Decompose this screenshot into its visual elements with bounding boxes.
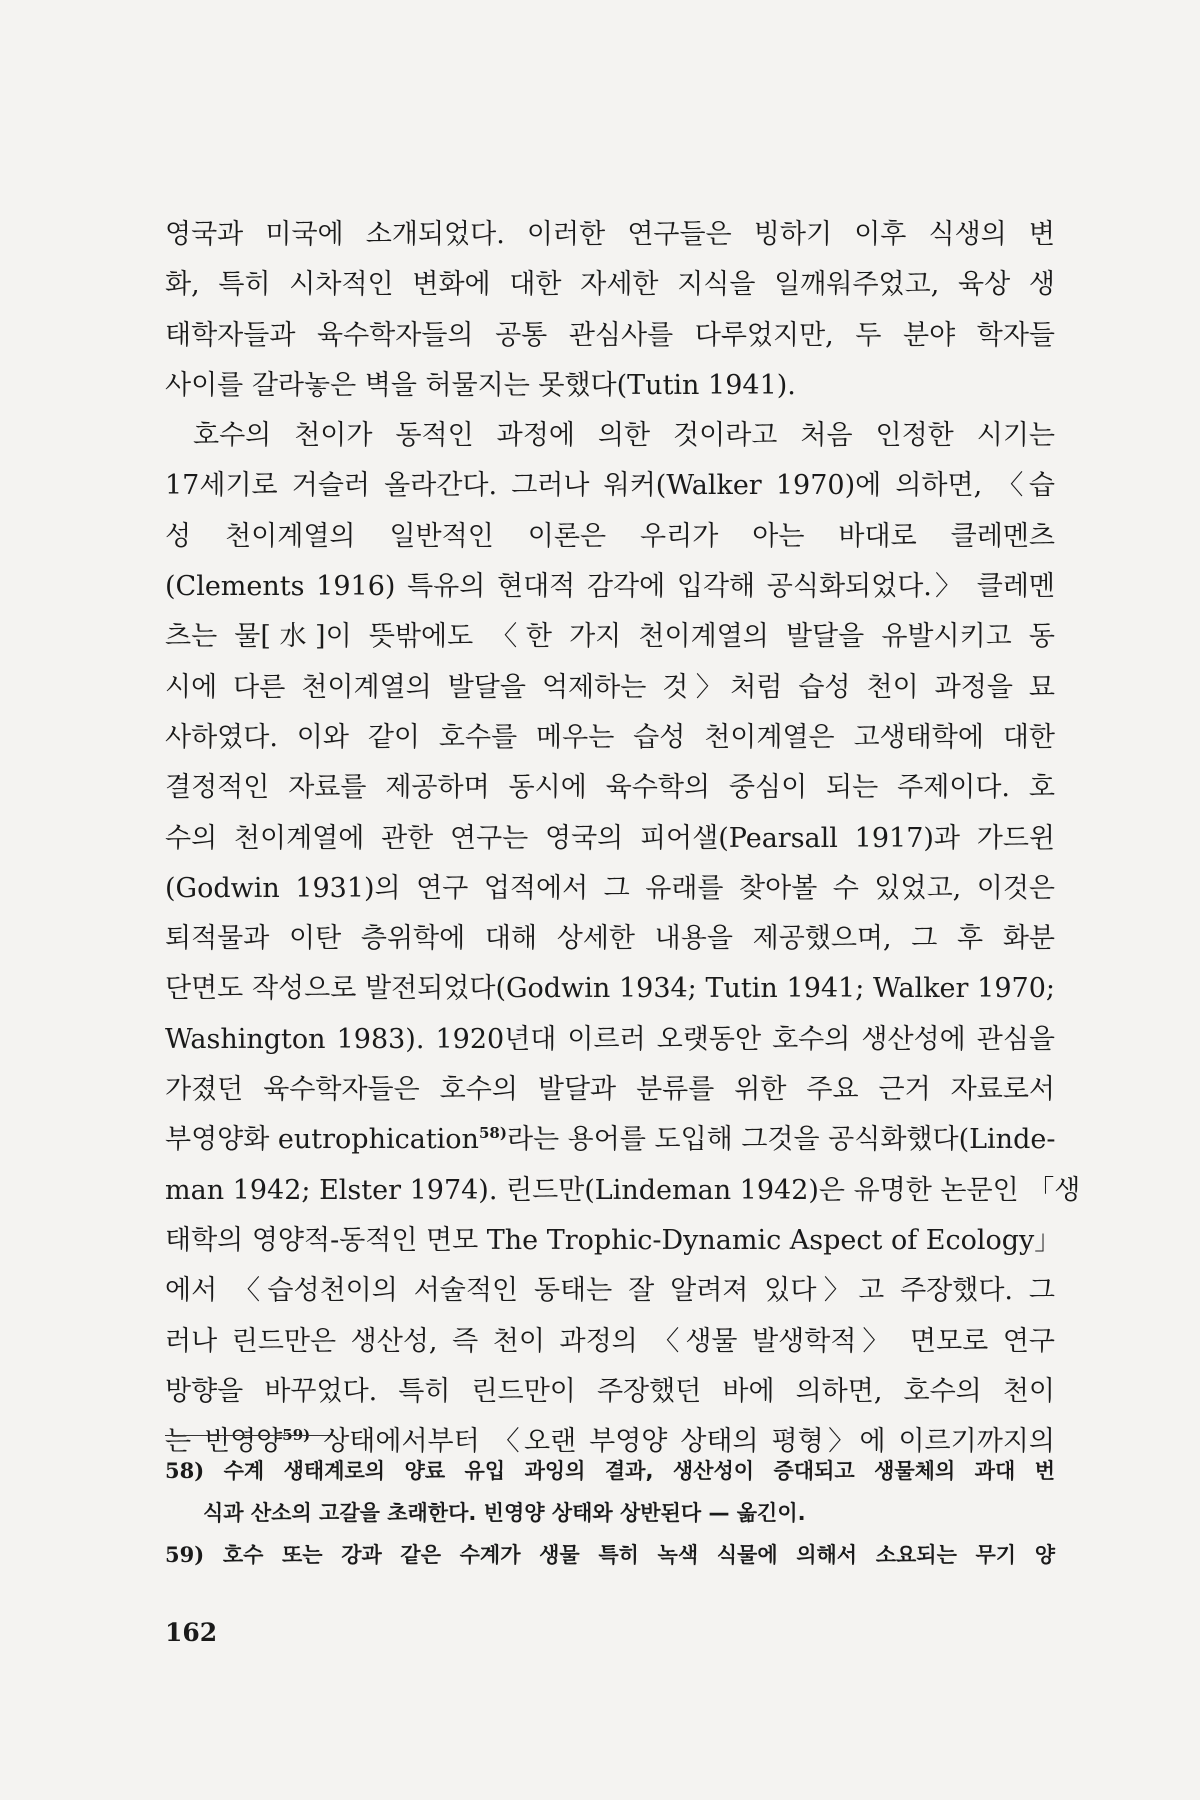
page-number: 162	[165, 1618, 218, 1647]
text-line: 화, 특히 시차적인 변화에 대한 자세한 지식을 일깨워주었고, 육상 생	[165, 269, 1055, 301]
text-segment: 는 빈영양	[165, 1426, 283, 1458]
text-line: (Godwin 1931)의 연구 업적에서 그 유래를 찾아볼 수 있었고, 이것은	[165, 872, 1055, 904]
text-line: 츠는 물[水]이 뜻밖에도 〈한 가지 천이계열의 발달을 유발시키고 동	[165, 621, 1055, 653]
text-segment: 부영양화 eutrophication	[165, 1124, 479, 1156]
footnote-reference-59[interactable]: 59)	[282, 1426, 311, 1445]
text-line: 수의 천이계열에 관한 연구는 영국의 피어샐(Pearsall 1917)과 가드윈	[165, 822, 1055, 854]
text-line: 가졌던 육수학자들은 호수의 발달과 분류를 위한 주요 근거 자료로서	[165, 1074, 1055, 1106]
text-line: 성 천이계열의 일반적인 이론은 우리가 아는 바대로 클레멘츠	[165, 520, 1055, 552]
text-segment: 라는 용어를 도입해 그것을 공식화했다(Linde-	[506, 1124, 1056, 1156]
text-line: 사이를 갈라놓은 벽을 허물지는 못했다(Tutin 1941).	[165, 369, 796, 401]
text-line: 태학자들과 육수학자들의 공통 관심사를 다루었지만, 두 분야 학자들	[165, 319, 1055, 351]
text-segment: 상태에서부터 〈오랜 부영양 상태의 평형〉에 이르기까지의	[323, 1426, 1055, 1458]
footnote-text: 수계 생태계로의 양료 유입 과잉의 결과, 생산성이 증대되고 생물체의 과대 번	[223, 1459, 1055, 1483]
text-line: 결정적인 자료를 제공하며 동시에 육수학의 중심이 되는 주제이다. 호	[165, 772, 1055, 804]
text-line: 태학의 영양적-동적인 면모 The Trophic-Dynamic Aspect of Ecology」	[165, 1224, 1062, 1256]
footnote-58	[165, 1450, 1055, 1492]
footnote-number: 58)	[165, 1458, 205, 1483]
text-line: 방향을 바꾸었다. 특히 린드만이 주장했던 바에 의하면, 호수의 천이	[165, 1375, 1055, 1407]
footnotes	[165, 1450, 1055, 1576]
text-line: 17세기로 거슬러 올라간다. 그러나 워커(Walker 1970)에 의하면, 〈습	[165, 470, 1055, 502]
text-line: 영국과 미국에 소개되었다. 이러한 연구들은 빙하기 이후 식생의 변	[165, 219, 1055, 250]
footnote-number: 59)	[165, 1542, 205, 1567]
text-line: 사하였다. 이와 같이 호수를 메우는 습성 천이계열은 고생태학에 대한	[165, 721, 1055, 753]
text-line: 호수의 천이가 동적인 과정에 의한 것이라고 처음 인정한 시기는	[193, 420, 1055, 452]
footnote-divider	[165, 1435, 335, 1436]
footnote-reference-58[interactable]: 58)	[478, 1124, 507, 1143]
text-line: (Clements 1916) 특유의 현대적 감각에 입각해 공식화되었다.〉 클레멘	[165, 571, 1055, 603]
text-line: Washington 1983). 1920년대 이르러 오랫동안 호수의 생산성에 관심을	[165, 1023, 1055, 1055]
text-line: 단면도 작성으로 발전되었다(Godwin 1934; Tutin 1941; Walker 1970;	[165, 973, 1055, 1005]
main-text	[165, 210, 1081, 1467]
text-line	[165, 1115, 1055, 1165]
text-line: 러나 린드만은 생산성, 즉 천이 과정의 〈생물 발생학적〉 면모로 연구	[165, 1325, 1055, 1357]
text-line: 에서 〈습성천이의 서술적인 동태는 잘 알려져 있다〉고 주장했다. 그	[165, 1275, 1055, 1307]
footnote-58-continuation: 식과 산소의 고갈을 초래한다. 빈영양 상태와 상반된다 — 옮긴이.	[203, 1501, 806, 1525]
footnote-text: 호수 또는 강과 같은 수계가 생물 특히 녹색 식물에 의해서 소요되는 무기 양	[222, 1543, 1056, 1567]
text-line: 퇴적물과 이탄 층위학에 대해 상세한 내용을 제공했으며, 그 후 화분	[165, 923, 1055, 955]
text-line: 시에 다른 천이계열의 발달을 억제하는 것〉처럼 습성 천이 과정을 묘	[165, 671, 1055, 703]
text-line: man 1942; Elster 1974). 린드만(Lindeman 1942)은 유명한 논문인 「생	[165, 1174, 1081, 1206]
footnote-59	[165, 1534, 1055, 1576]
